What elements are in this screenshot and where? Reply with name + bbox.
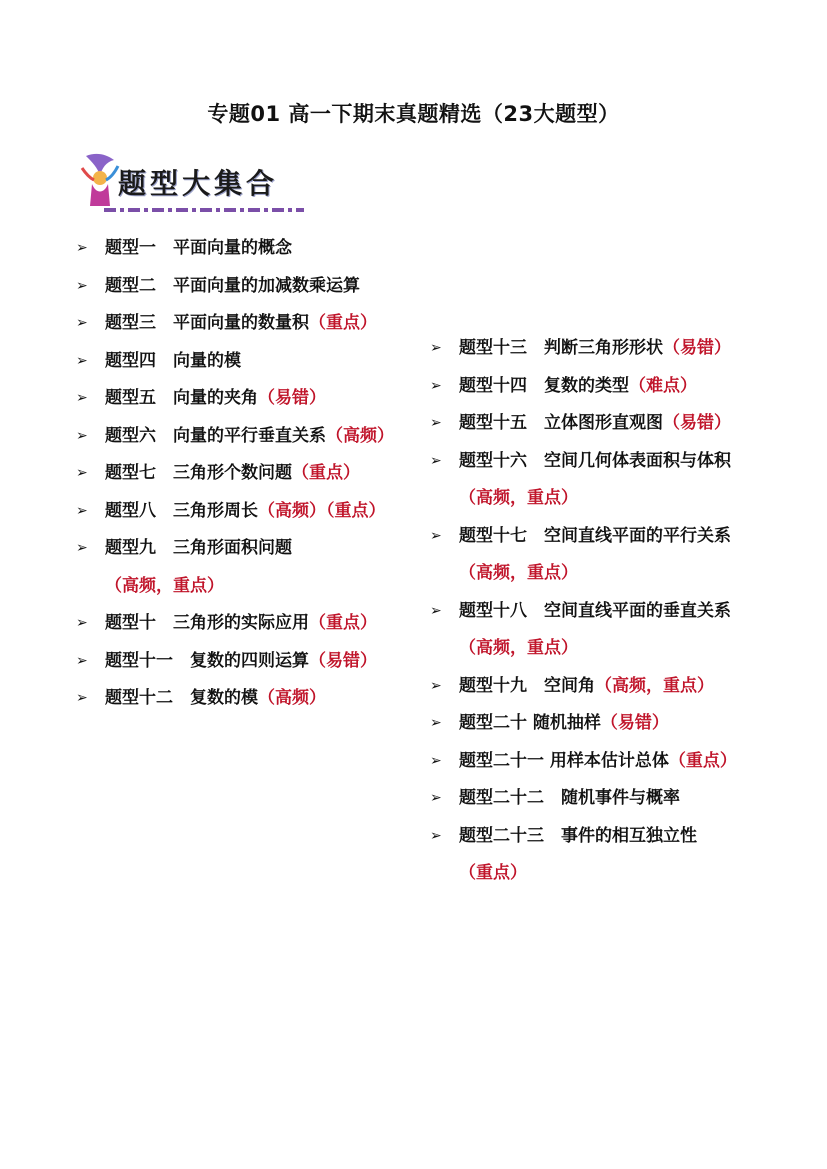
topic-item <box>74 680 404 718</box>
topic-name: 题型四 向量的模 <box>105 350 241 371</box>
topic-name: 题型二十一 用样本估计总体 <box>459 750 669 771</box>
topic-name: 题型十七 空间直线平面的平行关系 <box>459 525 731 546</box>
arrow-bullet-icon: ➢ <box>430 415 442 431</box>
topic-tag: （高频，重点） <box>459 563 578 583</box>
topic-name: 题型一 平面向量的概念 <box>105 238 292 258</box>
topic-tag: （高频） <box>326 425 394 446</box>
arrow-bullet-icon: ➢ <box>430 827 442 844</box>
topic-tag: （易错） <box>663 413 731 433</box>
section-banner <box>76 148 306 218</box>
topic-name: 题型二 平面向量的加减数乘运算 <box>105 275 360 296</box>
topic-tag: （高频，重点） <box>105 575 224 596</box>
arrow-bullet-icon: ➢ <box>76 427 88 444</box>
topic-name: 题型三 平面向量的数量积 <box>105 313 309 333</box>
topic-item <box>428 593 758 668</box>
left-topic-list <box>74 230 404 718</box>
topic-item <box>74 643 404 681</box>
topic-tag: （易错） <box>663 338 731 358</box>
topic-tag: （重点） <box>459 863 527 883</box>
topic-item <box>428 443 758 518</box>
topic-item <box>428 405 758 443</box>
topic-name: 题型八 三角形周长 <box>105 500 258 521</box>
topic-tag: （高频，重点） <box>459 638 578 658</box>
topic-name: 题型十四 复数的类型 <box>459 375 629 396</box>
topic-item <box>74 380 404 418</box>
topic-name: 题型十六 空间几何体表面积与体积 <box>459 450 731 471</box>
topic-item <box>74 418 404 456</box>
topic-item <box>74 493 404 531</box>
topic-name: 题型六 向量的平行垂直关系 <box>105 425 326 446</box>
arrow-bullet-icon: ➢ <box>76 540 88 556</box>
topic-name: 题型十八 空间直线平面的垂直关系 <box>459 600 731 621</box>
banner-title: 题型大集合 <box>118 167 279 200</box>
topic-name: 题型九 三角形面积问题 <box>105 538 292 558</box>
topic-name: 题型十二 复数的模 <box>105 688 258 708</box>
topic-item <box>74 305 404 343</box>
topic-item <box>74 455 404 493</box>
topic-name: 题型七 三角形个数问题 <box>105 463 292 483</box>
banner-divider <box>104 208 304 212</box>
topic-item <box>428 705 758 743</box>
arrow-bullet-icon: ➢ <box>76 352 88 369</box>
topic-tag: （重点） <box>292 463 360 483</box>
topic-item <box>428 518 758 593</box>
arrow-bullet-icon: ➢ <box>430 677 442 694</box>
topic-name: 题型十一 复数的四则运算 <box>105 650 309 671</box>
arrow-bullet-icon: ➢ <box>76 390 88 406</box>
arrow-bullet-icon: ➢ <box>76 652 88 669</box>
topic-item <box>74 530 404 605</box>
topic-item <box>74 343 404 381</box>
topic-name: 题型五 向量的夹角 <box>105 388 258 408</box>
arrow-bullet-icon: ➢ <box>76 465 88 481</box>
topic-item <box>74 230 404 268</box>
topic-tag: （高频） <box>258 688 326 708</box>
arrow-bullet-icon: ➢ <box>430 452 442 469</box>
topic-name: 题型十 三角形的实际应用 <box>105 613 309 633</box>
topic-name: 题型十九 空间角 <box>459 675 595 696</box>
topic-tag: （易错） <box>258 388 326 408</box>
topic-name: 题型十三 判断三角形形状 <box>459 338 663 358</box>
arrow-bullet-icon: ➢ <box>430 602 442 619</box>
arrow-bullet-icon: ➢ <box>430 752 442 769</box>
right-topic-list <box>428 330 758 893</box>
arrow-bullet-icon: ➢ <box>76 502 88 519</box>
topic-tag: （易错） <box>309 650 377 671</box>
topic-tag: （难点） <box>629 375 697 396</box>
topic-item <box>74 605 404 643</box>
document-title: 专题01 高一下期末真题精选（23大题型） <box>207 102 620 126</box>
arrow-bullet-icon: ➢ <box>430 527 442 544</box>
arrow-bullet-icon: ➢ <box>430 715 442 731</box>
topic-item <box>428 330 758 368</box>
arrow-bullet-icon: ➢ <box>76 240 88 256</box>
topic-tag: （高频）（重点） <box>258 500 386 521</box>
topic-tag: （高频，重点） <box>595 675 714 696</box>
topic-item <box>428 780 758 818</box>
topic-item <box>428 743 758 781</box>
arrow-bullet-icon: ➢ <box>430 790 442 806</box>
arrow-bullet-icon: ➢ <box>430 340 442 356</box>
topic-item <box>428 368 758 406</box>
topic-item <box>428 668 758 706</box>
topic-item <box>74 268 404 306</box>
arrow-bullet-icon: ➢ <box>76 690 88 706</box>
arrow-bullet-icon: ➢ <box>76 615 88 631</box>
arrow-bullet-icon: ➢ <box>430 377 442 394</box>
topic-name: 题型二十三 事件的相互独立性 <box>459 825 697 846</box>
arrow-bullet-icon: ➢ <box>76 315 88 331</box>
topic-name: 题型二十 随机抽样 <box>459 713 601 733</box>
topic-name: 题型二十二 随机事件与概率 <box>459 788 680 808</box>
topic-tag: （高频，重点） <box>459 488 578 508</box>
topic-tag: （重点） <box>668 750 737 771</box>
topic-tag: （重点） <box>309 613 377 633</box>
topic-tag: （易错） <box>600 713 669 733</box>
arrow-bullet-icon: ➢ <box>76 277 88 294</box>
topic-item <box>428 818 758 893</box>
topic-name: 题型十五 立体图形直观图 <box>459 413 663 433</box>
topic-tag: （重点） <box>309 313 377 333</box>
